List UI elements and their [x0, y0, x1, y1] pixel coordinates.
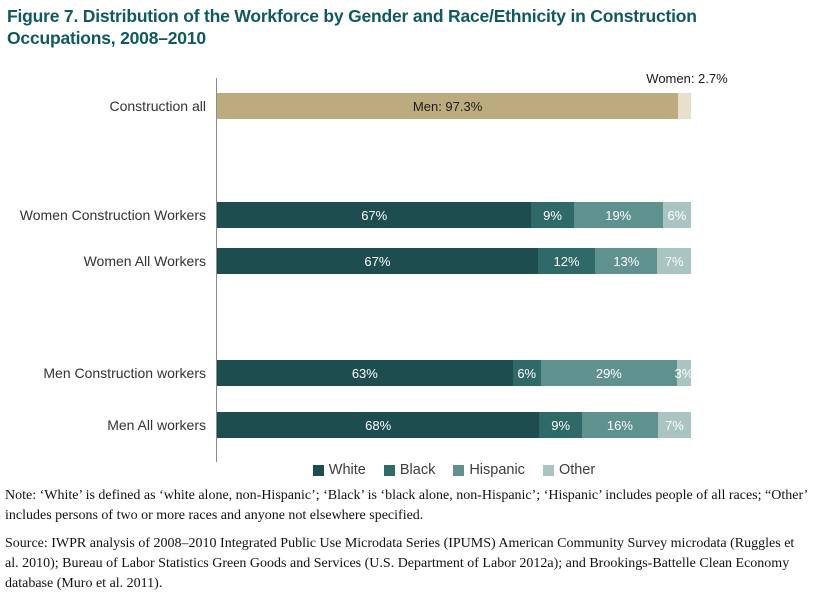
note-text: Note: ‘White’ is defined as ‘white alone, non-Hispanic’; ‘Black’ is ‘black alone, non-Hispanic’; ‘Hispanic’ includes people of all races; “Other’ includes persons of two or more races and anyone not elsewhere specified.: [5, 488, 808, 523]
segment-hispanic: 29%: [541, 360, 677, 386]
category-label: Construction all: [109, 98, 206, 114]
legend-swatch-white: [313, 465, 324, 476]
segment-women: [678, 93, 691, 119]
legend-label: White: [328, 462, 366, 478]
segment-hispanic: 19%: [574, 202, 663, 228]
legend-swatch-black: [384, 465, 395, 476]
category-label: Women All Workers: [83, 253, 206, 269]
segment-black: 6%: [513, 360, 541, 386]
segment-white: 67%: [217, 248, 538, 274]
bar-row: [0, 202, 815, 228]
segment-hispanic: 13%: [595, 248, 657, 274]
women-share-label: Women: 2.7%: [646, 71, 728, 86]
legend-label: Hispanic: [469, 462, 525, 478]
stacked-bar: [217, 248, 691, 274]
segment-black: 9%: [531, 202, 573, 228]
stacked-bar: [217, 202, 691, 228]
category-label: Women Construction Workers: [19, 207, 206, 223]
segment-other: 7%: [657, 248, 691, 274]
legend-swatch-other: [543, 465, 554, 476]
legend: [217, 462, 691, 478]
legend-item-hispanic: [453, 462, 525, 478]
bar-row: [0, 248, 815, 274]
legend-item-white: [313, 462, 366, 478]
segment-white: 68%: [217, 412, 539, 438]
category-label: Men Construction workers: [43, 365, 206, 381]
legend-item-black: [384, 462, 435, 478]
segment-men: Men: 97.3%: [217, 93, 678, 119]
category-label: Men All workers: [107, 417, 206, 433]
segment-white: 63%: [217, 360, 513, 386]
legend-swatch-hispanic: [453, 465, 464, 476]
segment-black: 12%: [538, 248, 595, 274]
stacked-bar: [217, 360, 694, 386]
bar-row: [0, 412, 815, 438]
segment-white: 67%: [217, 202, 531, 228]
segment-other: 3%: [677, 360, 691, 386]
segment-other: 7%: [658, 412, 691, 438]
segment-black: 9%: [539, 412, 582, 438]
legend-item-other: [543, 462, 595, 478]
bar-row: [0, 93, 815, 119]
legend-label: Other: [558, 462, 596, 478]
legend-label: Black: [399, 462, 436, 478]
source-text: Source: IWPR analysis of 2008–2010 Integrated Public Use Microdata Series (IPUMS) American Community Survey microdata (Ruggles et al. 2010); Bureau of Labor Statistics Green Goods and Services (U.S. Department of Labor 2012a); and Brookings-Battelle Clean Economy database (Muro et al. 2011).: [5, 536, 795, 591]
segment-hispanic: 16%: [582, 412, 658, 438]
bar-row: [0, 360, 815, 386]
figure-title: Figure 7. Distribution of the Workforce by Gender and Race/Ethnicity in Construction Occupations, 2008–2010: [7, 6, 697, 48]
segment-other: 6%: [663, 202, 691, 228]
stacked-bar: [217, 412, 691, 438]
stacked-bar: [217, 93, 691, 119]
